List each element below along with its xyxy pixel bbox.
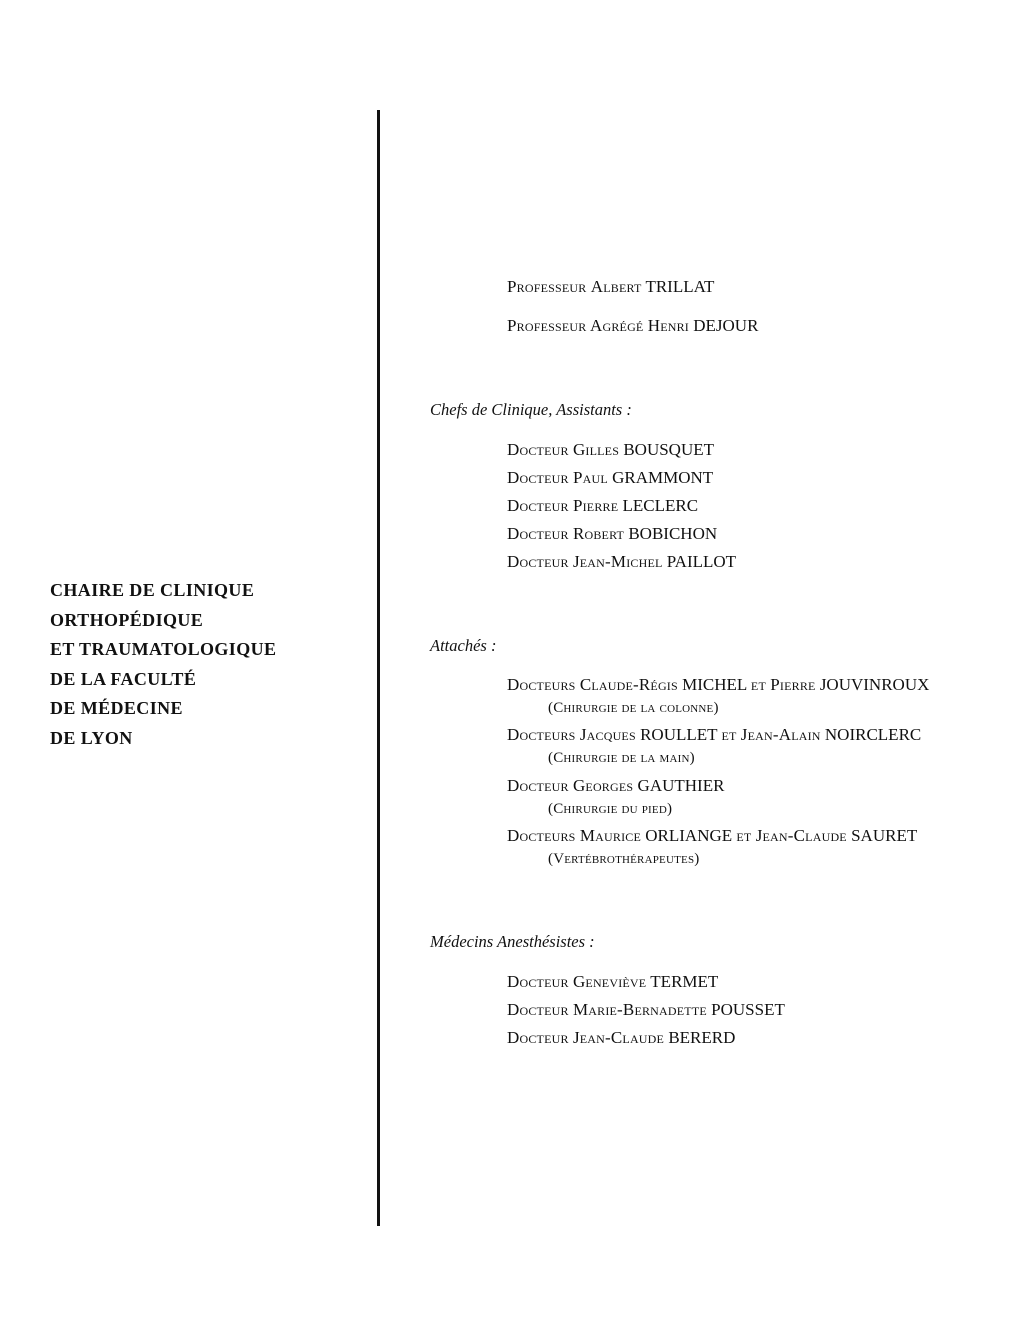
doctor-entry: Docteur Marie-Bernadette POUSSET xyxy=(507,1000,785,1019)
doctor-entry: Docteurs Maurice ORLIANGE et Jean-Claude SAURET xyxy=(507,826,918,845)
chair-title-line: DE LYON xyxy=(50,727,133,748)
doctor-entry: Docteur Gilles BOUSQUET xyxy=(507,440,714,459)
chair-title-line: CHAIRE DE CLINIQUE xyxy=(50,580,255,600)
doctor-entry: Docteur Geneviève TERMET xyxy=(507,972,719,991)
section-heading-anesthesistes: Médecins Anesthésistes : xyxy=(430,932,595,951)
doctor-entry: Docteur Pierre LECLERC xyxy=(507,496,699,515)
chair-title xyxy=(50,576,360,754)
chair-title-line: ET TRAUMATOLOGIQUE xyxy=(50,639,277,660)
specialty-label: (Chirurgie du pied) xyxy=(548,801,673,817)
vertical-divider xyxy=(377,110,380,1226)
chair-title-line: ORTHOPÉDIQUE xyxy=(50,609,204,630)
doctor-entry: Docteur Robert BOBICHON xyxy=(507,524,718,543)
specialty-label: (Chirurgie de la colonne) xyxy=(548,700,719,716)
section-heading-chefs: Chefs de Clinique, Assistants : xyxy=(430,400,632,419)
chair-title-line: DE LA FACULTÉ xyxy=(50,668,197,689)
professor-entry: Professeur Albert TRILLAT xyxy=(507,277,715,296)
section-heading-attaches: Attachés : xyxy=(430,636,497,655)
doctor-entry: Docteurs Jacques ROULLET et Jean-Alain NOIRCLERC xyxy=(507,725,922,744)
doctor-entry: Docteur Paul GRAMMONT xyxy=(507,468,714,487)
doctor-entry: Docteur Jean-Michel PAILLOT xyxy=(507,552,737,571)
doctor-entry: Docteurs Claude-Régis MICHEL et Pierre JOUVINROUX xyxy=(507,675,930,694)
doctor-entry: Docteur Georges GAUTHIER xyxy=(507,776,725,795)
specialty-label: (Vertébrothérapeutes) xyxy=(548,851,700,867)
professor-entry: Professeur Agrégé Henri DEJOUR xyxy=(507,316,759,335)
chair-title-line: DE MÉDECINE xyxy=(50,698,183,719)
doctor-entry: Docteur Jean-Claude BERERD xyxy=(507,1028,736,1047)
specialty-label: (Chirurgie de la main) xyxy=(548,750,695,766)
